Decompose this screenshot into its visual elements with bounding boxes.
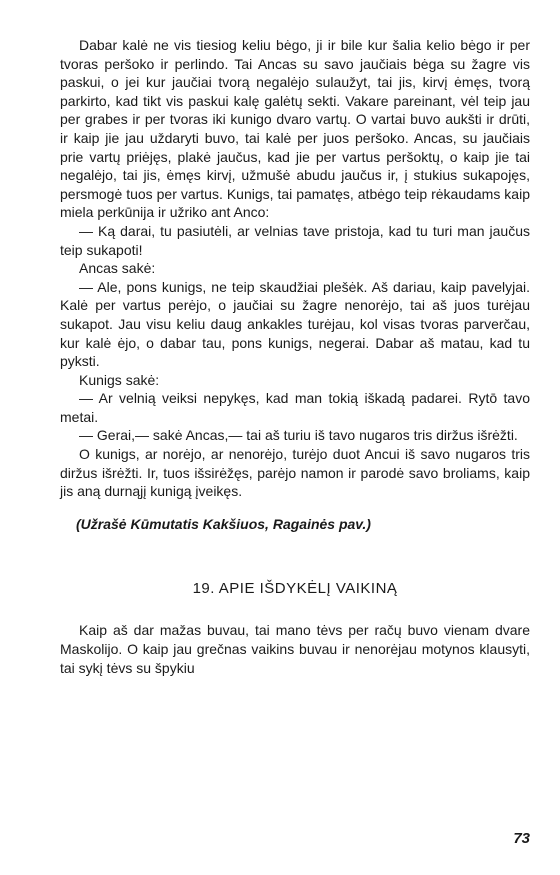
page-number: 73 — [513, 830, 530, 847]
paragraph: O kunigs, ar norėjo, ar nenorėjo, turėjo duot Ancui iš savo nugaros tris diržus išrėžti. Ir, tuos išsirėžęs, parėjo namon ir parodė savo broliams, kaip jis aną durnąjį kunigą įveikęs. — [60, 446, 530, 500]
paragraph: — Ale, pons kunigs, ne teip skaudžiai plešėk. Aš dariau, kaip pavelyjai. Kalė per vartus perėjo, o jaučiai su žagre nenorėjo, tai aš juos turėjau sukapot. Jau visu keliu daug ankakles turėjau, kol visas tvoras parverčau, kur kalė ėjo, o dabar tau, pons kunigs, negerai. Dabar aš matau, kad tu pyksti. — [60, 278, 530, 370]
paragraph: — Ar velnią veiksi nepykęs, kad man tokią iškadą padarei. Rytō tavo metai. — [60, 390, 530, 425]
chapter-text — [60, 621, 530, 677]
story-text — [60, 36, 530, 501]
attribution: (Užrašė Kūmutatis Kakšiuos, Ragainės pav.) — [76, 515, 371, 532]
chapter-title: 19. APIE IŠDYKĖLĮ VAIKINĄ — [192, 580, 398, 598]
paragraph: — Gerai,— sakė Ancas,— tai aš turiu iš tavo nugaros tris diržus išrėžti. — [79, 427, 518, 444]
book-page — [60, 36, 530, 866]
paragraph: Ancas sakė: — [79, 260, 156, 277]
paragraph: — Ką darai, tu pasiutėli, ar velnias tave pristoja, kad tu turi man jaučus teip sukapoti! — [60, 222, 530, 258]
paragraph: Dabar kalė ne vis tiesiog keliu bėgo, ji ir bile kur šalia kelio bėgo ir per tvoras peršoko ir perlindo. Tai Ancas su savo jaučiais bėga su žagre vis paskui, o jei kur jaučiai tvorą negalėjo sulaužyt, tai jis, kirvį ėmęs, tvorą parkirto, kad tikt vis paskui kalę galėtų sekti. Vakare pareinant, vėl teip jau per grabes ir per tvoras iki kunigo dvaro vartų. O vartai buvo aukšti ir drūti, ir kaip jie jau uždaryti buvo, tai kalė per juos peršoko. Ancas, su jaučiais prie vartų priėjęs, plakė jaučus, kad jie per vartus peršoktų, o kaip jie tai negalėjo, tai jis, ėmęs kirvį, užmušė abudu jaučus ir, į stukius sukapojęs, persmogė tuos per vartus. Kunigs, tai pamatęs, atbėgo teip rėkaudams kaip miela perkūnija ir užriko ant Anco: — [60, 37, 530, 221]
paragraph: Kunigs sakė: — [79, 371, 160, 388]
paragraph: Kaip aš dar mažas buvau, tai mano tėvs per račų buvo vienam dvare Maskolijo. O kaip jau grečnas vaikins buvau ir nenorėjau motynos klausyti, tai sykį tėvs su špykiu — [60, 622, 530, 676]
